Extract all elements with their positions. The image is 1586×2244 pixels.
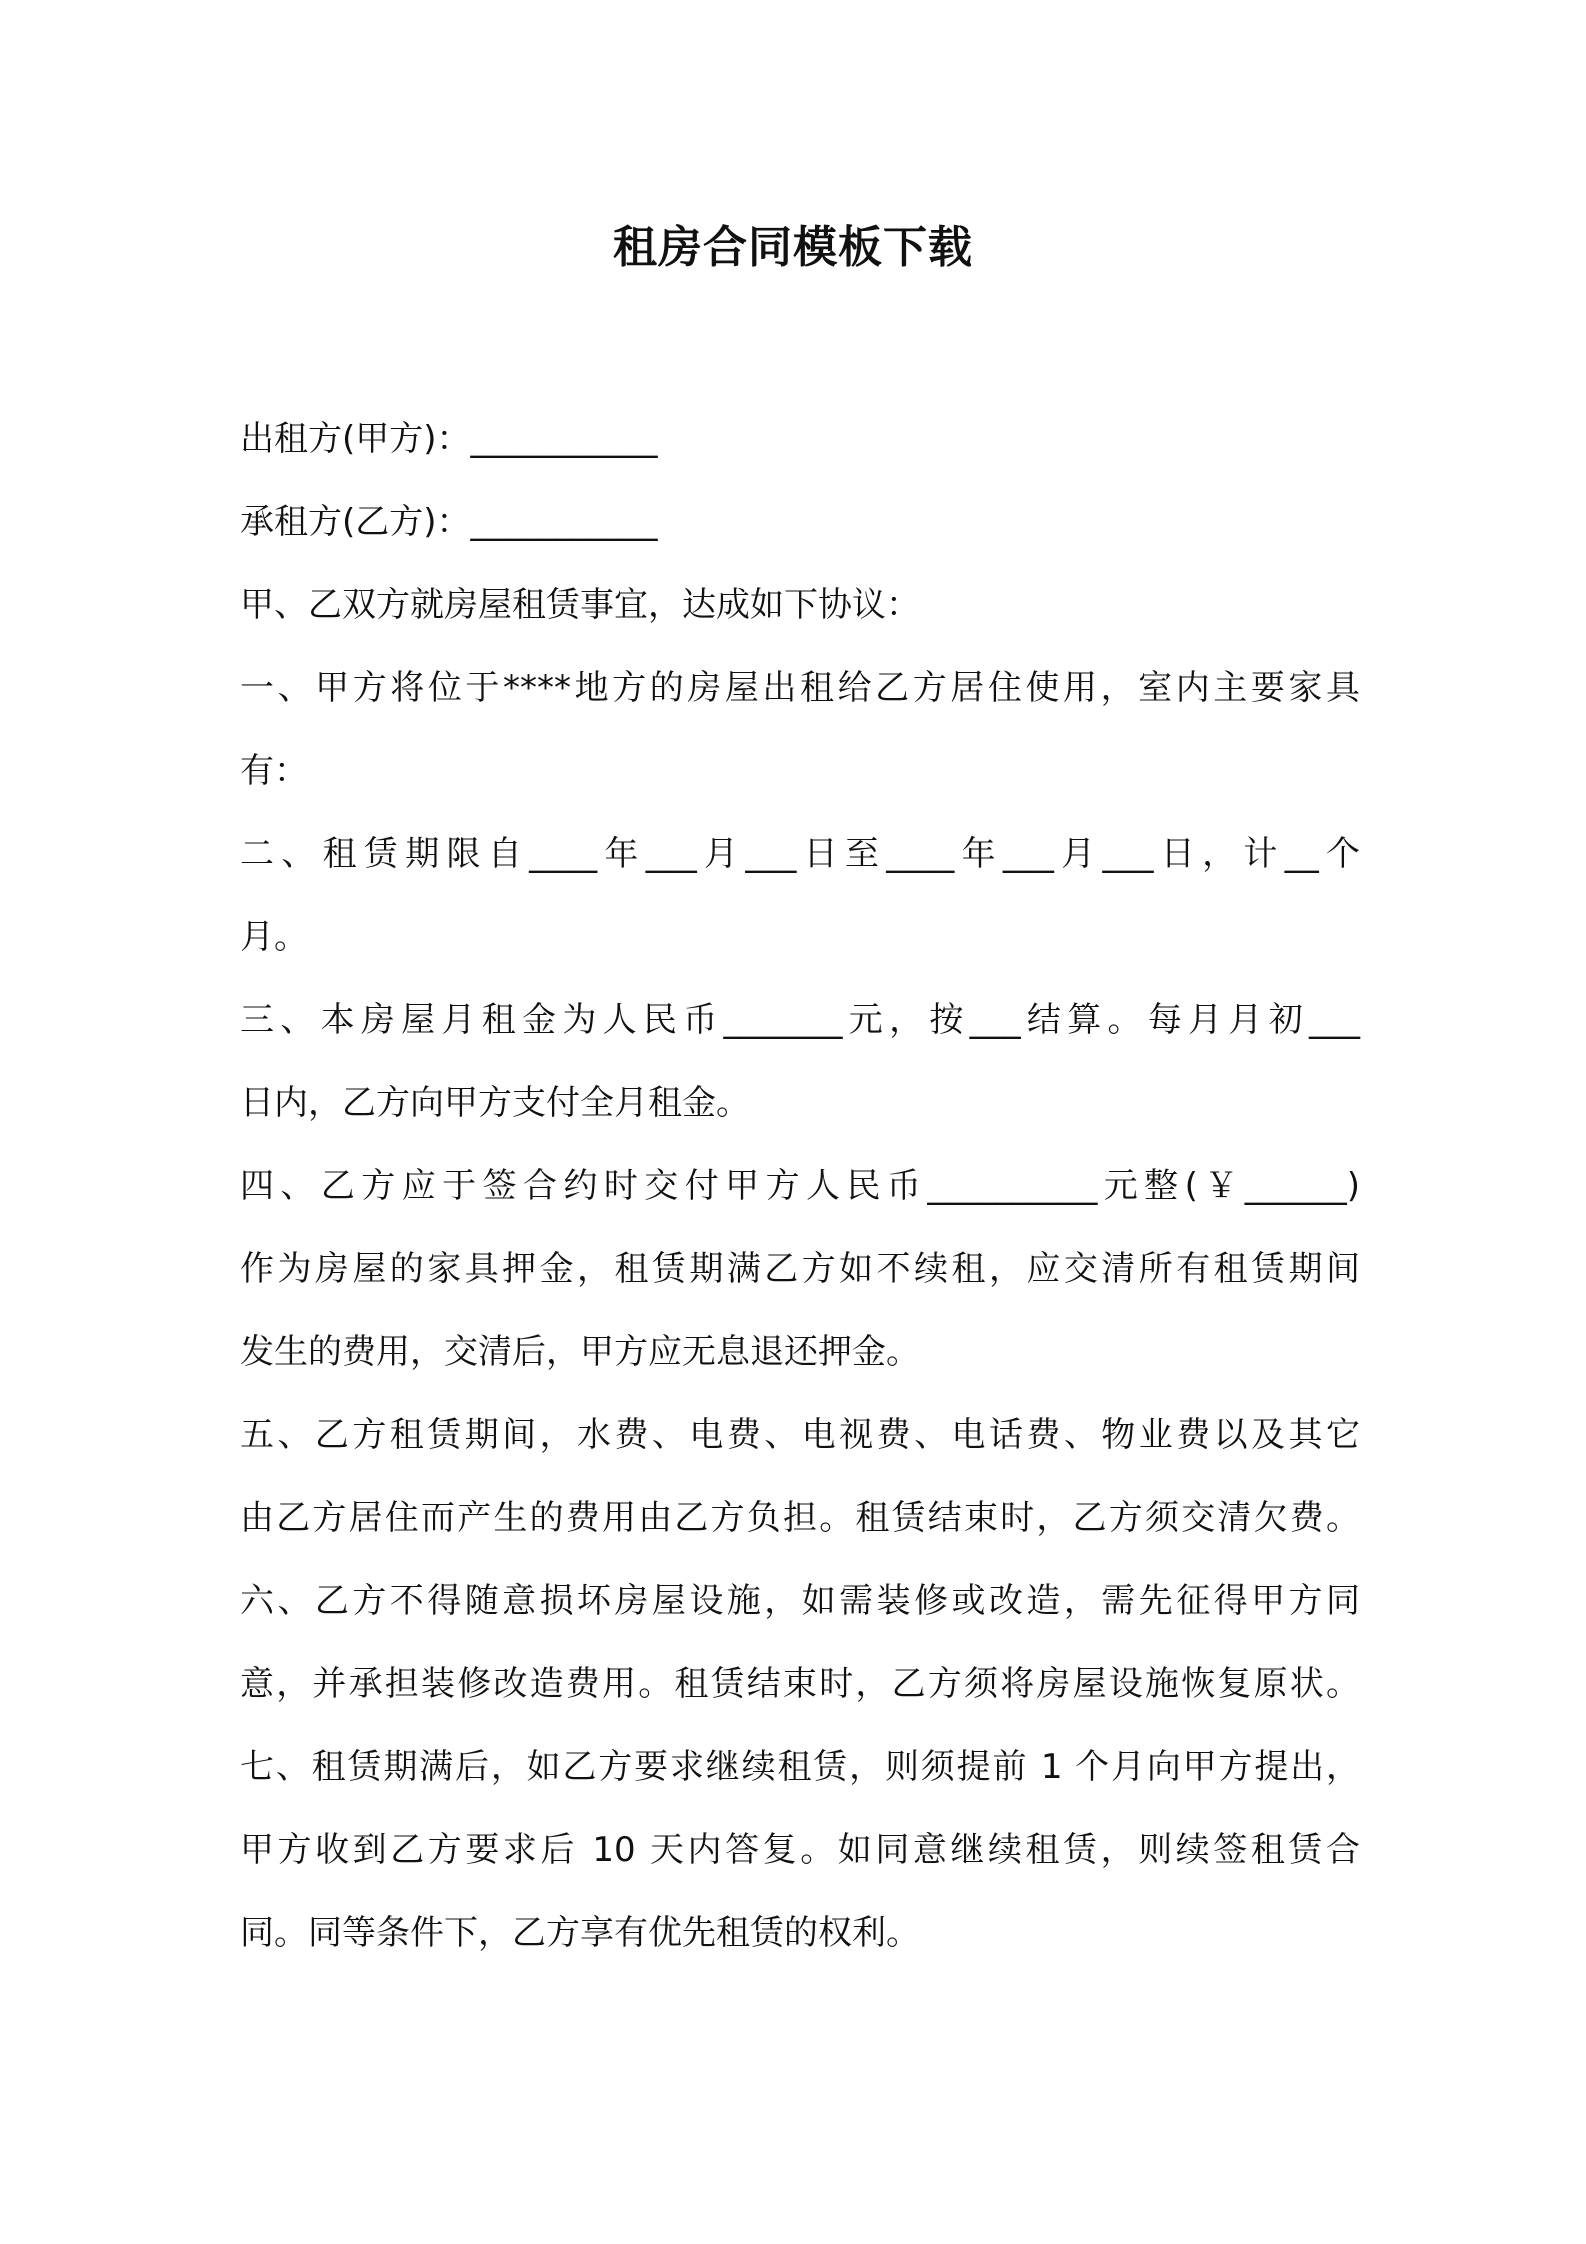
contract-body <box>240 406 1360 1983</box>
clause-3-line-1: 三、本房屋月租金为人民币_______元，按___结算。每月月初___ <box>240 1000 1360 1040</box>
clause-2-line-1: 二、租赁期限自____年___月___日至____年___月___日，计__个 <box>240 834 1360 874</box>
clause-7-line-1: 七、租赁期满后，如乙方要求继续租赁，则须提前 1 个月向甲方提出， <box>240 1747 1360 1787</box>
clause-4-line-3: 发生的费用，交清后，甲方应无息退还押金。 <box>240 1332 920 1372</box>
clause-7-line-2: 甲方收到乙方要求后 10 天内答复。如同意继续租赁，则续签租赁合 <box>240 1830 1360 1870</box>
lessor-line: 出租方(甲方)：___________ <box>240 419 658 459</box>
clause-6-line-2: 意，并承担装修改造费用。租赁结束时，乙方须将房屋设施恢复原状。 <box>240 1664 1360 1704</box>
clause-7-line-3: 同。同等条件下，乙方享有优先租赁的权利。 <box>240 1913 920 1953</box>
clause-3-line-2: 日内，乙方向甲方支付全月租金。 <box>240 1083 750 1123</box>
document-title: 租房合同模板下载 <box>613 222 973 273</box>
clause-4-line-2: 作为房屋的家具押金，租赁期满乙方如不续租，应交清所有租赁期间 <box>240 1249 1360 1289</box>
clause-5-line-2: 由乙方居住而产生的费用由乙方负担。租赁结束时，乙方须交清欠费。 <box>240 1498 1360 1538</box>
clause-6-line-1: 六、乙方不得随意损坏房屋设施，如需装修或改造，需先征得甲方同 <box>240 1581 1360 1621</box>
agreement-intro: 甲、乙双方就房屋租赁事宜，达成如下协议： <box>240 585 920 625</box>
lessee-line: 承租方(乙方)：___________ <box>240 502 658 542</box>
clause-1-line-1: 一、甲方将位于****地方的房屋出租给乙方居住使用，室内主要家具 <box>240 668 1360 708</box>
clause-4-line-1: 四、乙方应于签合约时交付甲方人民币__________元整(￥______) <box>240 1166 1360 1206</box>
clause-2-line-2: 月。 <box>240 917 308 957</box>
clause-1-line-2: 有： <box>240 751 308 791</box>
clause-5-line-1: 五、乙方租赁期间，水费、电费、电视费、电话费、物业费以及其它 <box>240 1415 1360 1455</box>
